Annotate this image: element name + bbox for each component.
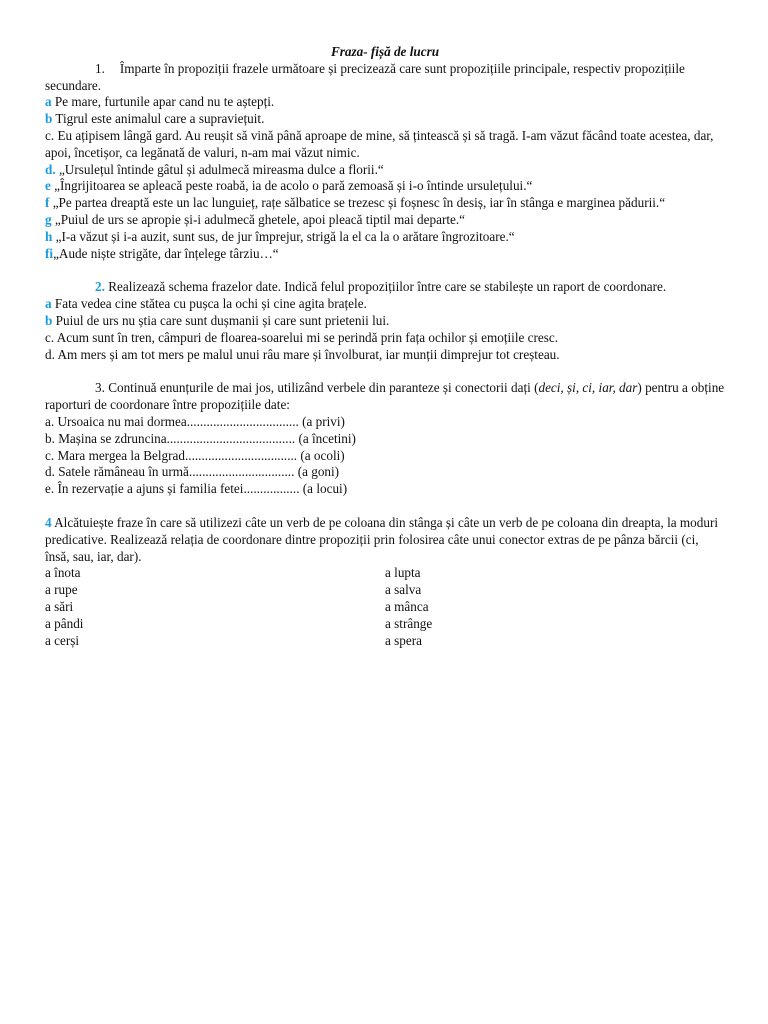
ex1-item-d: d. „Ursulețul întinde gâtul și adulmecă mireasma dulce a florii.“ bbox=[45, 161, 384, 177]
ex2-item-a: a Fata vedea cine stătea cu pușca la ochi și cine agita brațele. bbox=[45, 296, 367, 312]
verb-left: a rupe bbox=[45, 582, 78, 598]
worksheet-page bbox=[45, 44, 725, 649]
ex4-number: 4 bbox=[45, 514, 52, 530]
verb-column-left bbox=[45, 565, 385, 649]
ex3-number: 3. bbox=[95, 380, 105, 396]
verb-right: a spera bbox=[385, 632, 422, 648]
ex1-item-fi: fi„Aude niște strigăte, dar înțelege târziu…“ bbox=[45, 245, 279, 261]
ex1-number: 1. bbox=[95, 60, 105, 76]
ex3-item-e: e. În rezervație a ajuns și familia fetei................. (a locui) bbox=[45, 481, 348, 497]
ex1-item-h: h „I-a văzut și i-a auzit, sunt sus, de jur împrejur, strigă la el ca la o arătare îngrozitoare.“ bbox=[45, 228, 515, 244]
ex1-item-b: b Tigrul este animalul care a supraviețuit. bbox=[45, 111, 265, 127]
ex2-item-c: c. Acum sunt în tren, câmpuri de floarea-soarelui mi se perindă prin fața ochilor și emoțiile cresc. bbox=[45, 329, 559, 345]
verb-right: a lupta bbox=[385, 565, 421, 581]
verb-left: a înota bbox=[45, 565, 81, 581]
ex3-item-c: c. Mara mergea la Belgrad.................................. (a ocoli) bbox=[45, 447, 345, 463]
verb-left: a sări bbox=[45, 598, 74, 614]
ex4-instruction: 4 Alcătuiește fraze în care să utilizezi câte un verb de pe coloana din stânga și câte un verb de pe coloana din dreapta, la moduri predicative. Realizează relația de coordonare dintre propoziții prin folosirea câte unui conector extras de pe pânza bărcii (ci, însă, sau, iar, dar). bbox=[45, 514, 718, 564]
verb-columns bbox=[45, 565, 725, 649]
page-title: Fraza- fișă de lucru bbox=[330, 44, 440, 59]
verb-left: a cerși bbox=[45, 632, 80, 648]
ex1-item-g: g „Puiul de urs se apropie și-i adulmecă ghetele, apoi pleacă tiptil mai departe.“ bbox=[45, 211, 466, 227]
ex2-number: 2. bbox=[95, 279, 105, 295]
verb-right: a salva bbox=[385, 582, 422, 598]
ex2-item-d: d. Am mers și am tot mers pe malul unui râu mare și învolburat, iar munții dimprejur tot creșteau. bbox=[45, 346, 560, 362]
ex3-item-d: d. Satele rămâneau în urmă................................ (a goni) bbox=[45, 464, 340, 480]
ex2-instruction: 2. Realizează schema frazelor date. Indică felul propozițiilor între care se stabilește un raport de coordonare. bbox=[95, 279, 667, 295]
verb-right: a mânca bbox=[385, 598, 429, 614]
verb-column-right bbox=[385, 565, 725, 649]
verb-right: a strânge bbox=[385, 615, 433, 631]
ex3-instruction: 3. Continuă enunțurile de mai jos, utilizând verbele din paranteze și conectorii dați (deci, și, ci, iar, dar) pentru a obține raporturi de coordonare între propozițiile date: bbox=[45, 380, 725, 413]
ex1-item-f: f „Pe partea dreaptă este un lac lunguieț, rațe sălbatice se trezesc și foșnesc în desiș, iar în stânga e marginea pădurii.“ bbox=[45, 195, 666, 211]
ex3-item-a: a. Ursoaica nu mai dormea.................................. (a privi) bbox=[45, 413, 345, 429]
ex1-item-a: a Pe mare, furtunile apar cand nu te aștepți. bbox=[45, 94, 275, 110]
ex1-instruction: 1. Împarte în propoziții frazele următoare și precizează care sunt propozițiile principale, respectiv propozițiile secundare. bbox=[45, 60, 685, 93]
ex1-item-c: c. Eu ațipisem lângă gard. Au reușit să vină până aproape de mine, să țintească și să tragă. I-am văzut făcând toate acestea, dar, apoi, încetișor, ca legănată de valuri, n-am mai văzut nimic. bbox=[45, 127, 714, 160]
ex1-item-e: e „Îngrijitoarea se apleacă peste roabă, ia de acolo o pară zemoasă și i-o întinde ursulețului.“ bbox=[45, 178, 533, 194]
verb-left: a pândi bbox=[45, 615, 84, 631]
ex3-item-b: b. Mașina se zdruncina....................................... (a încetini) bbox=[45, 430, 356, 446]
ex2-item-b: b Puiul de urs nu știa care sunt dușmanii și care sunt prietenii lui. bbox=[45, 312, 390, 328]
